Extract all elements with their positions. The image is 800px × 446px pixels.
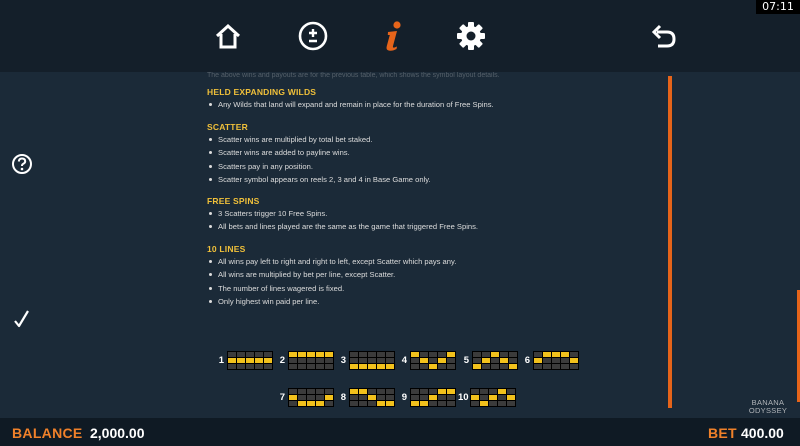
payline-cell-active [307, 401, 315, 406]
payline-grid [470, 388, 516, 407]
section-10-lines [207, 243, 456, 309]
payline-cell [307, 389, 315, 394]
payline-cell-active [509, 364, 517, 369]
back-button[interactable] [645, 18, 681, 54]
payline-cell [377, 389, 385, 394]
payline-cell [509, 352, 517, 357]
logo-line-1: BANANA [751, 398, 785, 407]
payline-cell [289, 389, 297, 394]
payline-cell [316, 358, 324, 363]
payline-cell [438, 352, 446, 357]
payline-cell-active [316, 352, 324, 357]
payline-5 [460, 351, 518, 370]
payline-cell [386, 358, 394, 363]
payline-cell [509, 358, 517, 363]
payline-cell [561, 364, 569, 369]
payline-cell [543, 364, 551, 369]
payline-cell [429, 352, 437, 357]
home-button[interactable] [210, 18, 246, 54]
rule-item: Any Wilds that land will expand and remain in place for the duration of Free Spins. [207, 98, 494, 111]
payline-cell-active [491, 352, 499, 357]
payline-cell-active [543, 352, 551, 357]
payline-cell-active [350, 389, 358, 394]
payline-cell [420, 352, 428, 357]
payline-cell-active [534, 358, 542, 363]
payline-cell [298, 395, 306, 400]
payline-number: 2 [279, 355, 285, 366]
rule-item: Scatter wins are multiplied by total bet staked. [207, 133, 431, 146]
payline-cell-active [350, 364, 358, 369]
payline-cell-active [289, 352, 297, 357]
info-icon [378, 19, 408, 53]
section-free-spins [207, 195, 478, 234]
section-title: SCATTER [207, 122, 248, 132]
payline-cell [411, 364, 419, 369]
payline-cell [500, 352, 508, 357]
payline-cell [498, 401, 506, 406]
payline-cell [264, 352, 272, 357]
payline-number: 9 [401, 392, 407, 403]
payline-cell-active [429, 395, 437, 400]
payline-cell [289, 358, 297, 363]
section-title: 10 LINES [207, 244, 246, 254]
payline-cell-active [386, 401, 394, 406]
payline-number: 6 [524, 355, 530, 366]
balance-label: BALANCE [12, 425, 83, 441]
payline-cell [228, 352, 236, 357]
payline-cell [534, 352, 542, 357]
payline-cell [377, 352, 385, 357]
payline-cell-active [420, 401, 428, 406]
payline-cell [552, 358, 560, 363]
payline-cell-active [307, 352, 315, 357]
payline-cell [228, 364, 236, 369]
payline-grid [227, 351, 273, 370]
payline-cell [350, 395, 358, 400]
section-scatter [207, 121, 431, 187]
payline-cell [368, 389, 376, 394]
payline-cell [237, 352, 245, 357]
payline-cell-active [471, 395, 479, 400]
payline-cell [438, 364, 446, 369]
payline-cell-active [237, 358, 245, 363]
payline-cell [491, 358, 499, 363]
rule-item: All wins pay left to right and right to left, except Scatter which pays any. [207, 255, 456, 268]
payline-cell [429, 401, 437, 406]
rule-item: All bets and lines played are the same as the game that triggered Free Spins. [207, 220, 478, 233]
payline-cell-active [438, 389, 446, 394]
payline-cell [420, 395, 428, 400]
payline-cell-active [411, 352, 419, 357]
payline-cell-active [420, 358, 428, 363]
question-circle-icon [11, 153, 33, 175]
payline-cell [359, 358, 367, 363]
game-logo [742, 399, 794, 415]
bet-value: 400.00 [741, 425, 784, 441]
scrollbar[interactable] [668, 76, 672, 408]
payline-cell [386, 352, 394, 357]
payline-cell-active [377, 401, 385, 406]
payline-number: 4 [401, 355, 407, 366]
payline-cell-active [289, 395, 297, 400]
payline-number: 10 [458, 392, 469, 403]
payline-cell-active [255, 358, 263, 363]
logo-line-2: ODYSSEY [748, 406, 788, 415]
settings-button[interactable] [453, 18, 489, 54]
payline-cell [368, 401, 376, 406]
payline-cell [411, 389, 419, 394]
payline-cell [298, 389, 306, 394]
info-button[interactable] [375, 18, 411, 54]
payline-cell [570, 352, 578, 357]
payline-cell-active [246, 358, 254, 363]
payline-cell-active [325, 352, 333, 357]
payline-cell-active [316, 401, 324, 406]
payline-cell [438, 401, 446, 406]
payline-cell [552, 364, 560, 369]
rule-item: The number of lines wagered is fixed. [207, 282, 456, 295]
payline-cell [316, 395, 324, 400]
payline-cell [447, 364, 455, 369]
rules-text [207, 72, 627, 352]
payline-cell-active [482, 358, 490, 363]
payline-cell-active [507, 395, 515, 400]
payline-number: 8 [340, 392, 346, 403]
payline-6 [521, 351, 579, 370]
payline-number: 1 [218, 355, 224, 366]
payline-cell [420, 364, 428, 369]
payline-cell-active [429, 364, 437, 369]
payline-cell-active [411, 401, 419, 406]
payline-cell-active [552, 352, 560, 357]
payline-number: 7 [279, 392, 285, 403]
home-icon [213, 21, 243, 51]
payline-cell [447, 358, 455, 363]
payline-9 [398, 388, 456, 407]
payline-cell-active [298, 352, 306, 357]
payline-number: 3 [340, 355, 346, 366]
help-button[interactable] [10, 152, 34, 176]
payline-cell [411, 395, 419, 400]
payline-cell [325, 389, 333, 394]
payline-grid [472, 351, 518, 370]
rule-item: Only highest win paid per line. [207, 295, 456, 308]
payline-grid [349, 388, 395, 407]
payline-cell [482, 352, 490, 357]
payline-3 [337, 351, 395, 370]
payline-grid [410, 388, 456, 407]
payline-cell-active [438, 358, 446, 363]
payline-cell [359, 352, 367, 357]
payline-cell-active [325, 395, 333, 400]
payline-7 [276, 388, 334, 407]
payline-cell [489, 401, 497, 406]
payline-1 [215, 351, 273, 370]
payline-cell [386, 395, 394, 400]
payline-10 [458, 388, 516, 407]
gear-icon [455, 20, 487, 52]
payline-cell [298, 358, 306, 363]
top-nav-bar [0, 0, 800, 72]
payline-cell [420, 389, 428, 394]
payline-cell [307, 358, 315, 363]
faded-previous-line: The above wins and payouts are for the previous table, which shows the symbol layout details. [207, 72, 500, 79]
payline-4 [398, 351, 456, 370]
rule-item: Scatters pay in any position. [207, 160, 431, 173]
payline-cell [350, 358, 358, 363]
payline-cell [480, 395, 488, 400]
payline-cell [350, 352, 358, 357]
payline-cell [561, 358, 569, 363]
balance-value: 2,000.00 [90, 425, 145, 441]
checkmark-icon [12, 308, 32, 328]
payline-cell [543, 358, 551, 363]
payline-cell [325, 358, 333, 363]
payline-cell-active [447, 389, 455, 394]
payline-cell-active [480, 401, 488, 406]
payline-cell [377, 395, 385, 400]
payline-cell [429, 389, 437, 394]
section-title: FREE SPINS [207, 196, 260, 206]
payline-cell [473, 358, 481, 363]
payline-grid [288, 351, 334, 370]
payline-cell [473, 352, 481, 357]
payline-cell [447, 395, 455, 400]
payline-cell [264, 364, 272, 369]
payline-cell-active [500, 358, 508, 363]
bet-settings-button[interactable] [295, 18, 331, 54]
payline-cell [368, 352, 376, 357]
rule-item: All wins are multiplied by bet per line, except Scatter. [207, 268, 456, 281]
back-arrow-icon [648, 21, 678, 51]
bet-label: BET [708, 425, 737, 441]
payline-cell [500, 364, 508, 369]
payline-cell [359, 401, 367, 406]
confirm-button[interactable] [10, 306, 34, 330]
payline-cell [325, 401, 333, 406]
payline-cell [471, 401, 479, 406]
payline-grid [288, 388, 334, 407]
payline-grid [349, 351, 395, 370]
plus-minus-icon [297, 20, 329, 52]
payline-number: 5 [463, 355, 469, 366]
payline-grid [410, 351, 456, 370]
payline-cell-active [489, 395, 497, 400]
payline-cell-active [377, 364, 385, 369]
payline-cell [316, 364, 324, 369]
payline-cell-active [570, 358, 578, 363]
payline-cell [570, 364, 578, 369]
payline-2 [276, 351, 334, 370]
payline-cell [386, 389, 394, 394]
system-clock: 07:11 [756, 0, 800, 14]
payline-cell-active [447, 352, 455, 357]
payline-cell-active [264, 358, 272, 363]
payline-cell [246, 352, 254, 357]
payline-cell [471, 389, 479, 394]
payline-cell [298, 364, 306, 369]
payline-cell-active [359, 364, 367, 369]
payline-cell [429, 358, 437, 363]
payline-cell [411, 358, 419, 363]
payline-cell [359, 395, 367, 400]
payline-8 [337, 388, 395, 407]
payline-cell [316, 389, 324, 394]
payline-cell-active [298, 401, 306, 406]
payline-cell-active [473, 364, 481, 369]
rule-item: Scatter wins are added to payline wins. [207, 146, 431, 159]
payline-cell [255, 364, 263, 369]
payline-cell [438, 395, 446, 400]
payline-cell-active [561, 352, 569, 357]
payline-cell [480, 389, 488, 394]
rule-item: 3 Scatters trigger 10 Free Spins. [207, 207, 478, 220]
payline-cell-active [368, 395, 376, 400]
rule-item: Scatter symbol appears on reels 2, 3 and 4 in Base Game only. [207, 173, 431, 186]
payline-cell-active [368, 364, 376, 369]
payline-cell-active [228, 358, 236, 363]
section-held-expanding-wilds [207, 86, 494, 111]
payline-cell [507, 401, 515, 406]
payline-grid [533, 351, 579, 370]
payline-cell [482, 364, 490, 369]
payline-cell [289, 364, 297, 369]
section-title: HELD EXPANDING WILDS [207, 87, 317, 97]
payline-cell [289, 401, 297, 406]
payline-cell [307, 395, 315, 400]
payline-cell [491, 364, 499, 369]
payline-cell-active [359, 389, 367, 394]
payline-cell [307, 364, 315, 369]
payline-cell [534, 364, 542, 369]
payline-cell [237, 364, 245, 369]
payline-cell [246, 364, 254, 369]
payline-cell-active [386, 364, 394, 369]
payline-cell [447, 401, 455, 406]
payline-cell [507, 389, 515, 394]
payline-cell [489, 389, 497, 394]
bottom-bar [0, 418, 800, 446]
payline-cell-active [498, 389, 506, 394]
payline-cell [325, 364, 333, 369]
payline-cell [350, 401, 358, 406]
payline-cell [377, 358, 385, 363]
payline-cell [498, 395, 506, 400]
payline-cell [368, 358, 376, 363]
payline-cell [255, 352, 263, 357]
